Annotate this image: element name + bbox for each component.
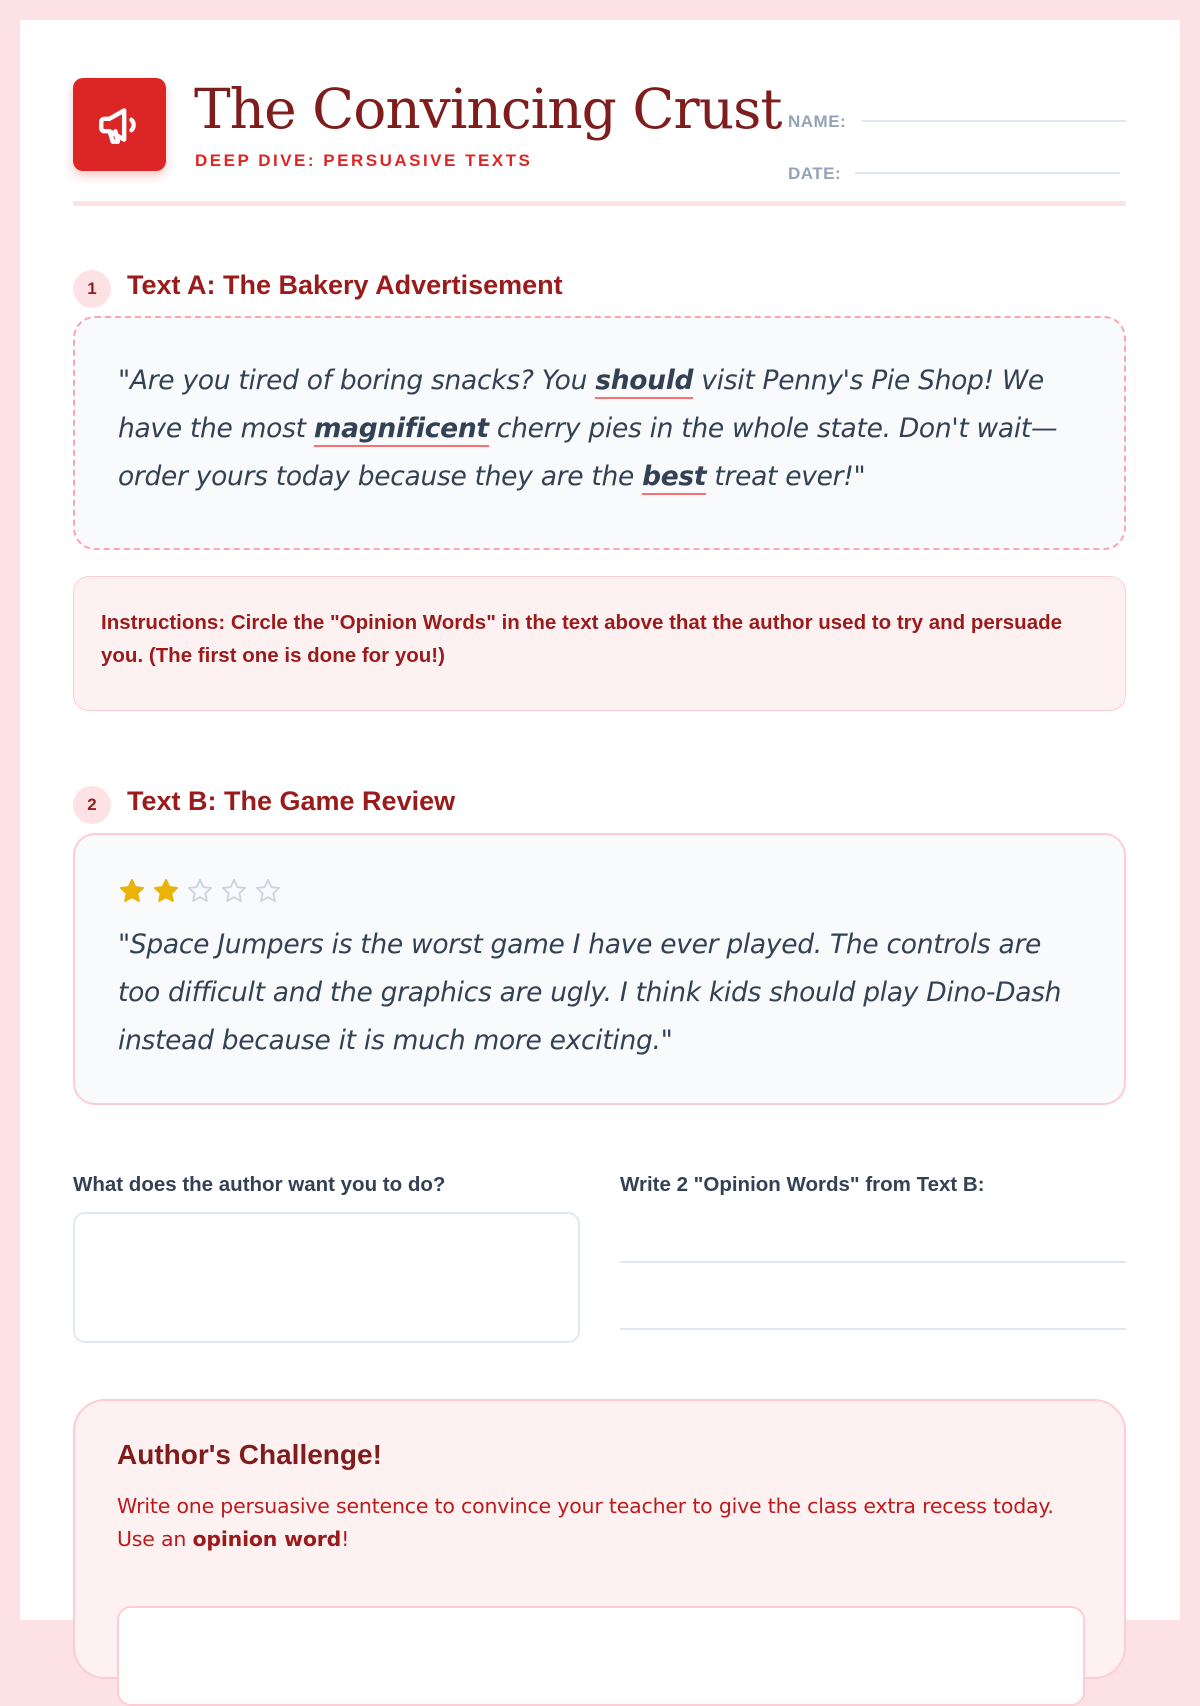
- worksheet-page: [20, 20, 1180, 1620]
- header-divider: [73, 201, 1126, 206]
- answer-line[interactable]: [620, 1328, 1126, 1330]
- challenge-answer-box[interactable]: [117, 1606, 1085, 1706]
- page-subtitle: DEEP DIVE: PERSUASIVE TEXTS: [195, 151, 533, 170]
- answer-line[interactable]: [620, 1261, 1126, 1263]
- bakery-ad-text: "Are you tired of boring snacks? You should visit Penny's Pie Shop! We have the most magnificent cherry pies in the whole state. Don't wait—order yours today because they are the best treat ever!": [118, 357, 1078, 501]
- opinion-word: magnificent: [314, 413, 489, 447]
- megaphone-icon: [73, 78, 166, 171]
- game-review-text: "Space Jumpers is the worst game I have ever played. The controls are too difficult and the graphics are ugly. I think kids should play Dino-Dash instead because it is much more exciting.": [118, 929, 1062, 1056]
- opinion-words-question: Write 2 "Opinion Words" from Text B:: [620, 1173, 985, 1196]
- challenge-text: Write one persuasive sentence to convince your teacher to give the class extra recess today. Use an opinion word!: [117, 1494, 1054, 1551]
- challenge-title: Author's Challenge!: [117, 1439, 382, 1470]
- game-review-box: [73, 833, 1126, 1105]
- page-title: The Convincing Crust: [194, 77, 782, 141]
- opinion-word: should: [595, 365, 693, 399]
- author-intent-answer-box[interactable]: [73, 1212, 580, 1343]
- section-number-badge: 1: [73, 270, 111, 308]
- date-field[interactable]: [855, 172, 1120, 174]
- star-empty-icon: [220, 877, 248, 905]
- star-empty-icon: [186, 877, 214, 905]
- star-rating: [118, 877, 282, 905]
- date-label: DATE:: [788, 164, 842, 183]
- challenge-text-bold: opinion word: [192, 1527, 342, 1551]
- instructions-box: Instructions: Circle the "Opinion Words" in the text above that the author used to try and persuade you. (The first one is done for you!): [73, 576, 1126, 711]
- section-b-title: Text B: The Game Review: [127, 786, 456, 816]
- star-filled-icon: [118, 877, 146, 905]
- name-field[interactable]: [861, 120, 1126, 122]
- name-label: NAME:: [788, 112, 847, 131]
- section-a-title: Text A: The Bakery Advertisement: [127, 270, 563, 300]
- author-intent-question: What does the author want you to do?: [73, 1173, 446, 1196]
- opinion-word: best: [642, 461, 706, 495]
- star-empty-icon: [254, 877, 282, 905]
- star-filled-icon: [152, 877, 180, 905]
- authors-challenge-box: [73, 1399, 1126, 1679]
- section-number-badge: 2: [73, 786, 111, 824]
- bakery-ad-box: [73, 316, 1126, 550]
